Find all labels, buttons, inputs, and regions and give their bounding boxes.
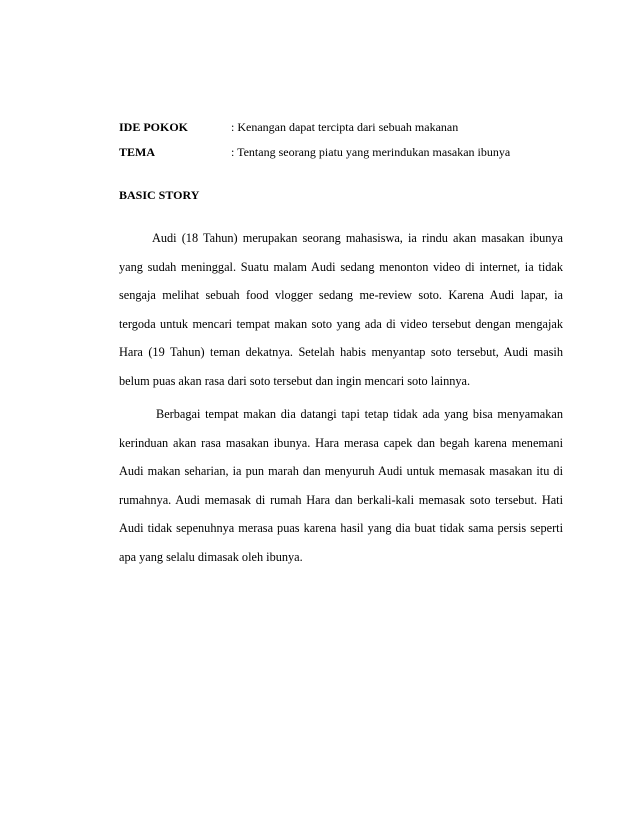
- tema-value: : Tentang seorang piatu yang merindukan masakan ibunya: [231, 145, 511, 159]
- ide-pokok-value: : Kenangan dapat tercipta dari sebuah makanan: [231, 120, 459, 134]
- basic-story-heading: BASIC STORY: [119, 188, 200, 202]
- story-paragraph-1: Audi (18 Tahun) merupakan seorang mahasiswa, ia rindu akan masakan ibunya yang sudah meninggal. Suatu malam Audi sedang menonton video di internet, ia tidak sengaja melihat sebuah food vlogger sedang me-review soto. Karena Audi lapar, ia tergoda untuk mencari tempat makan soto yang ada di video tersebut dengan mengajak Hara (19 Tahun) teman dekatnya. Setelah habis menyantap soto tersebut, Audi masih belum puas akan rasa dari soto tersebut dan ingin mencari soto lainnya.: [119, 231, 563, 388]
- tema-label: TEMA: [119, 145, 155, 159]
- ide-pokok-label: IDE POKOK: [119, 120, 189, 134]
- story-paragraph-2: Berbagai tempat makan dia datangi tapi tetap tidak ada yang bisa menyamakan kerinduan akan rasa masakan ibunya. Hara merasa capek dan begah karena menemani Audi makan seharian, ia pun marah dan menyuruh Audi untuk memasak masakan itu di rumahnya. Audi memasak di rumah Hara dan berkali-kali memasak soto tersebut. Hati Audi tidak sepenuhnya merasa puas karena hasil yang dia buat tidak sama persis seperti apa yang selalu dimasak oleh ibunya.: [119, 407, 563, 564]
